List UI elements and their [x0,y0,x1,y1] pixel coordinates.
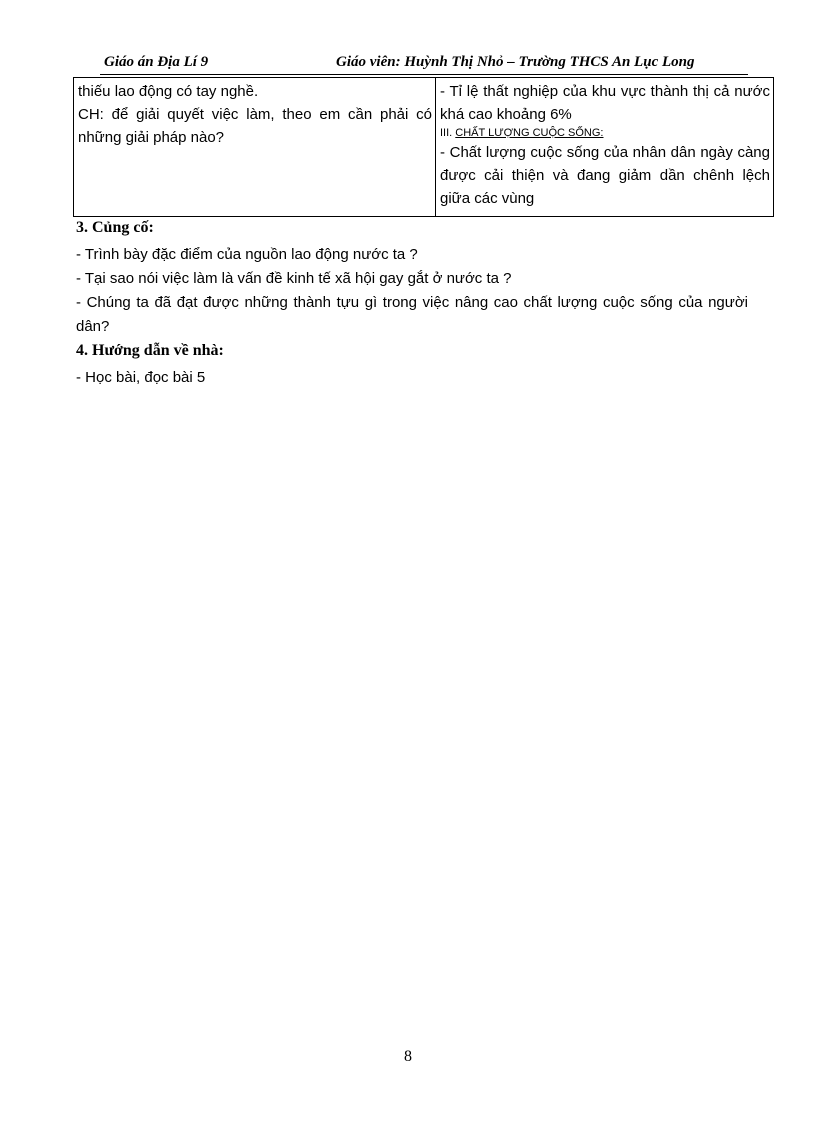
table-cell-content [436,78,774,217]
activity-line: thiếu lao động có tay nghề. [78,83,259,100]
activity-question: CH: để giải quyết việc làm, theo em cần phải có những giải pháp nào? [78,106,432,146]
unemployment-text: - Tỉ lệ thất nghiệp của khu vực thành thị cả nước khá cao khoảng 6% [440,83,770,123]
table-row [74,78,774,217]
header-subject: Giáo án Địa Lí 9 [104,54,209,70]
heading-prefix: III. [440,127,456,139]
lesson-table [73,77,774,217]
quality-text: - Chất lượng cuộc sống của nhân dân ngày càng được cải thiện và đang giảm dần chênh lệch giữa các vùng [440,144,770,207]
list-item: - Trình bày đặc điểm của nguồn lao động nước ta ? [76,246,418,263]
list-item: - Học bài, đọc bài 5 [76,369,206,386]
page-header [100,54,748,75]
list-item: - Chúng ta đã đạt được những thành tựu gì trong việc nâng cao chất lượng cuộc sống của người dân? [76,294,748,335]
page-number: 8 [404,1048,412,1065]
heading-underlined: CHẤT LƯỢNG CUỘC SỐNG: [455,127,604,139]
section-heading-quality [440,126,770,141]
table-cell-activity [74,78,436,217]
list-item: - Tại sao nói việc làm là vấn đề kinh tế xã hội gay gắt ở nước ta ? [76,270,512,287]
section4-title: 4. Hướng dẫn về nhà: [76,342,224,359]
header-teacher: Giáo viên: Huỳnh Thị Nhỏ – Trường THCS An Lục Long [336,54,695,70]
section3-title: 3. Củng cố: [76,219,154,236]
